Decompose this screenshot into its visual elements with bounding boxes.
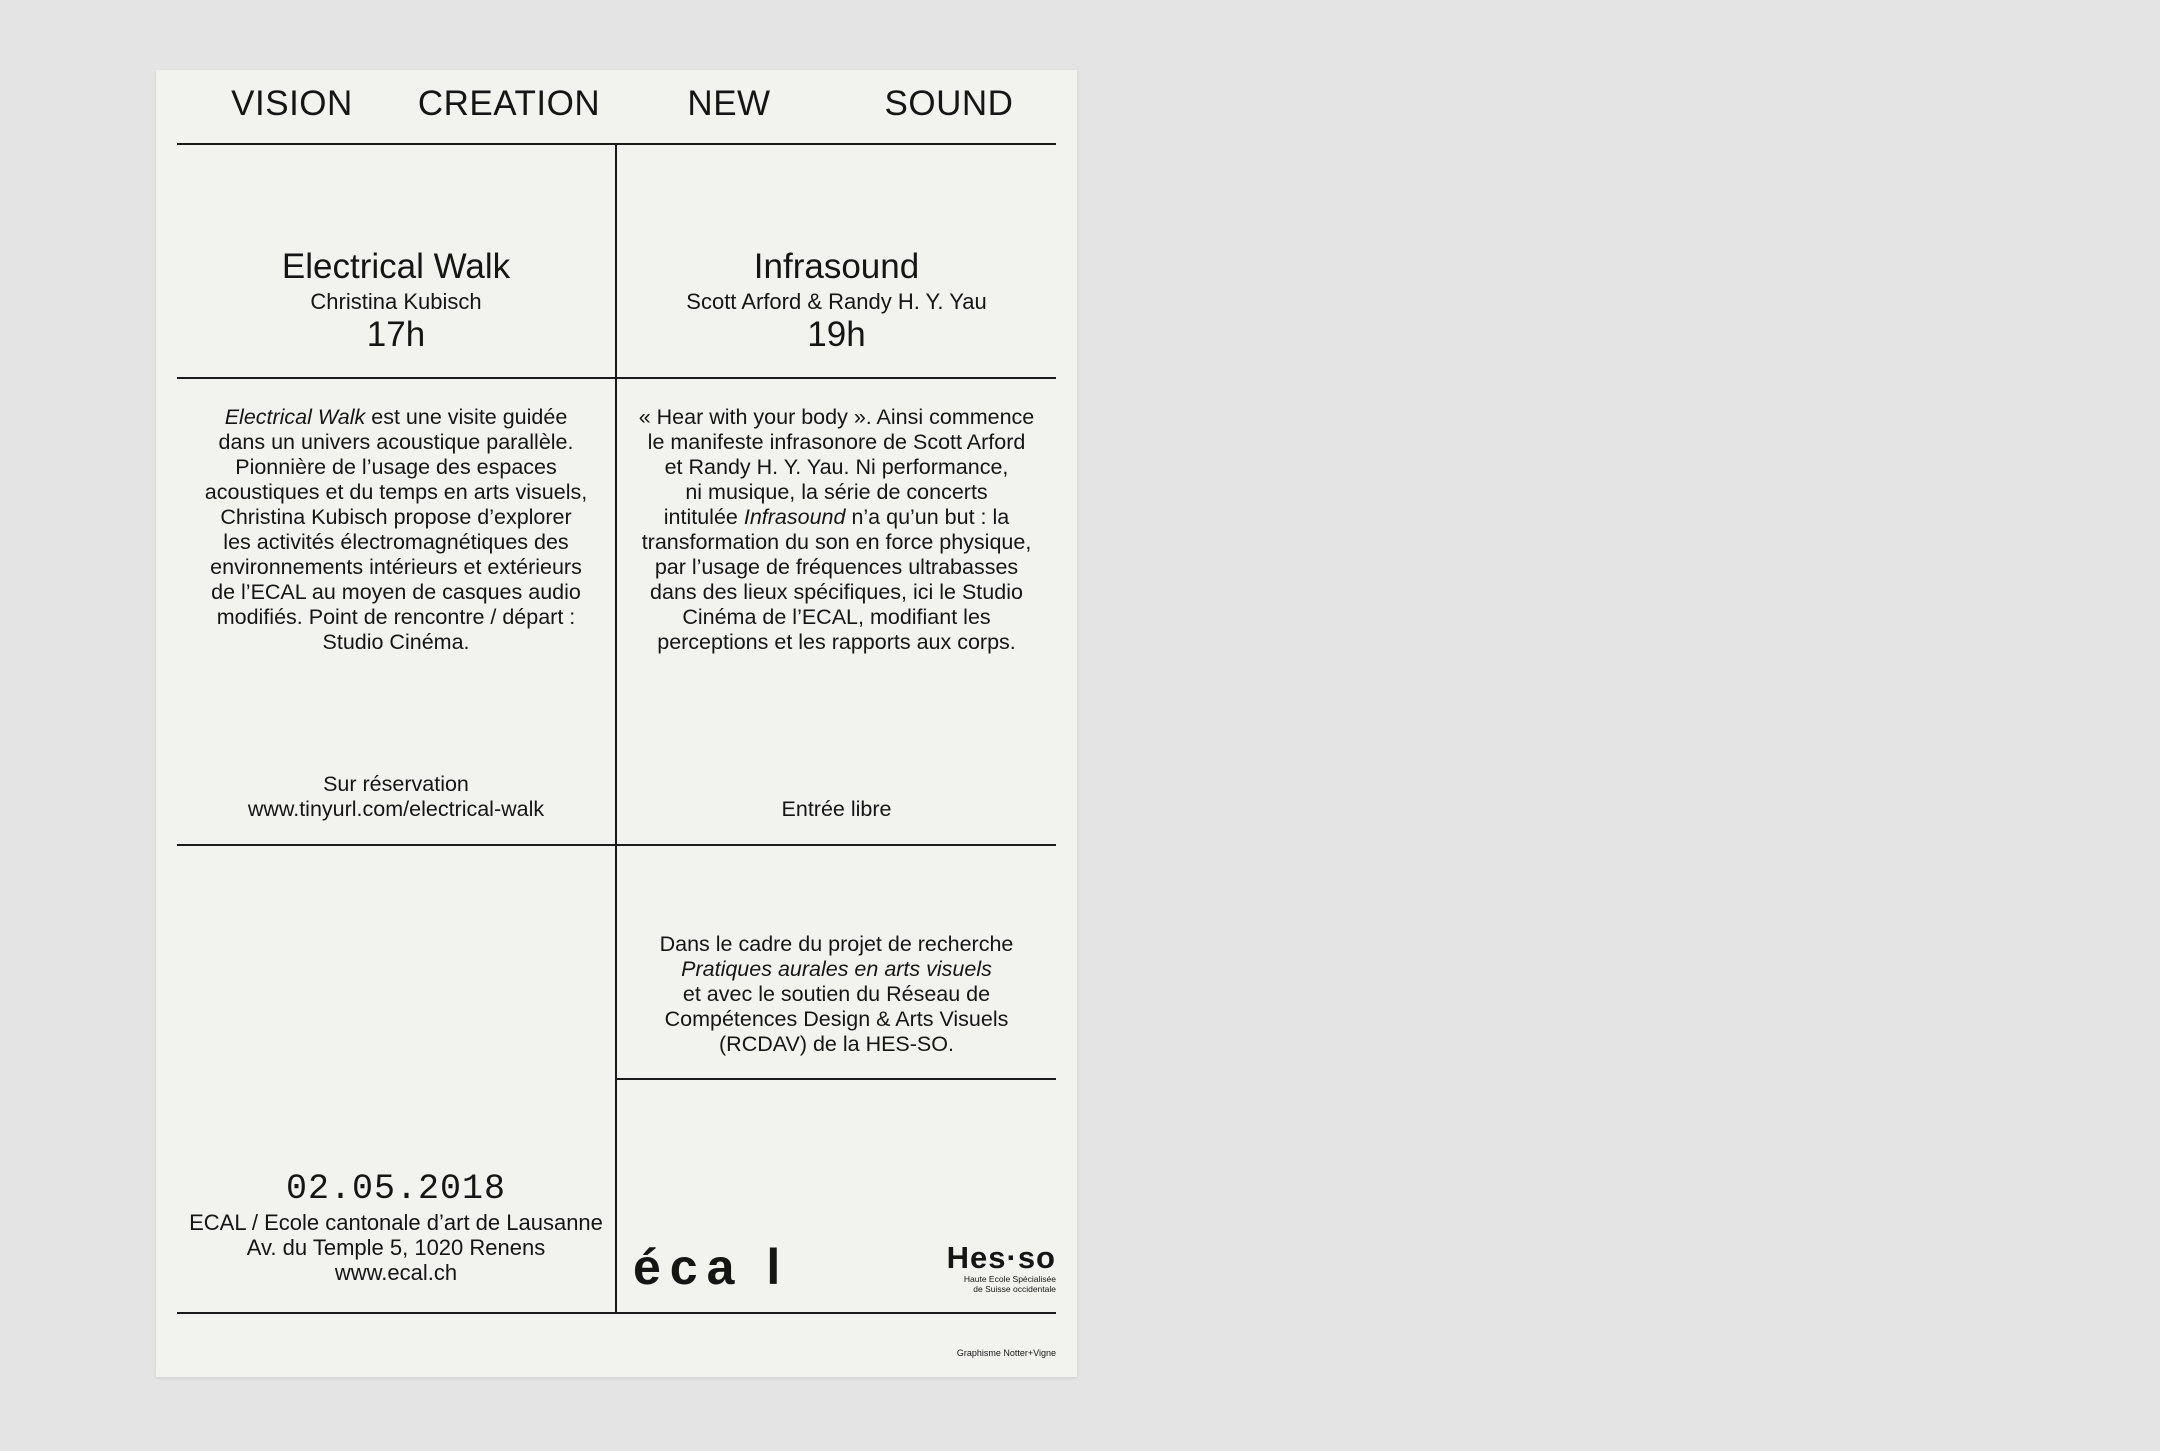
event-title: Electrical Walk (281, 247, 511, 286)
text-line: de l’ECAL au moyen de casques audio (211, 580, 581, 604)
text-line: Electrical Walk est une visite guidée (224, 405, 568, 429)
event-description-infrasound (617, 405, 1056, 655)
hes-so-subline: Haute Ecole Spécialisée (963, 1274, 1056, 1284)
grid-line-research (617, 1078, 1056, 1080)
text-line: ni musique, la série de concerts (685, 480, 988, 504)
ecal-logo: éca l (633, 1239, 790, 1295)
venue-website: www.ecal.ch (334, 1260, 458, 1285)
event-title: Infrasound (753, 247, 920, 286)
header-word-vision: VISION (231, 84, 353, 123)
text-line: transformation du son en force physique, (641, 530, 1032, 554)
venue-address: Av. du Temple 5, 1020 Renens (246, 1235, 546, 1260)
text-line: Compétences Design & Arts Visuels (664, 1007, 1009, 1031)
event-time: 17h (366, 315, 426, 354)
text-line: Dans le cadre du projet de recherche (659, 932, 1014, 956)
text-line: Sur réservation (323, 772, 469, 796)
event-access-electrical-walk (177, 772, 615, 822)
event-description-electrical-walk (177, 405, 615, 655)
text-line: (RCDAV) de la HES-SO. (719, 1032, 954, 1056)
text-line: modifiés. Point de rencontre / départ : (216, 605, 576, 629)
header-word-new: NEW (687, 84, 771, 123)
event-time: 19h (807, 315, 866, 354)
text-line: www.tinyurl.com/electrical-walk (247, 797, 545, 821)
text-line: Christina Kubisch propose d’explorer (220, 505, 572, 529)
venue-block (177, 1168, 615, 1285)
event-heading-electrical-walk (177, 246, 615, 355)
event-heading-infrasound (617, 246, 1056, 355)
event-access-infrasound (617, 797, 1056, 822)
header-word-creation: CREATION (417, 84, 601, 123)
hes-so-wordmark: Hes·so (946, 1240, 1056, 1275)
text-line: intitulée Infrasound n’a qu’un but : la (663, 505, 1010, 529)
text-line: Pratiques aurales en arts visuels (681, 957, 992, 981)
text-line: le manifeste infrasonore de Scott Arford (647, 430, 1026, 454)
venue-name: ECAL / Ecole cantonale d’art de Lausanne (189, 1210, 603, 1235)
text-line: acoustiques et du temps en arts visuels, (204, 480, 588, 504)
hes-so-subline: de Suisse occidentale (973, 1284, 1056, 1294)
poster (156, 70, 1077, 1377)
text-line: Pionnière de l’usage des espaces (235, 455, 557, 479)
design-credit: Graphisme Notter+Vigne (956, 1348, 1056, 1358)
text-line: « Hear with your body ». Ainsi commence (638, 405, 1035, 429)
text-line: Cinéma de l’ECAL, modifiant les (682, 605, 991, 629)
text-line: les activités électromagnétiques des (223, 530, 569, 554)
text-line: dans un univers acoustique parallèle. (218, 430, 574, 454)
text-line: et Randy H. Y. Yau. Ni performance, (664, 455, 1009, 479)
hes-so-logo (932, 1242, 1056, 1294)
event-artist: Scott Arford & Randy H. Y. Yau (686, 289, 987, 314)
text-line: Entrée libre (781, 797, 892, 821)
text-line: dans des lieux spécifiques, ici le Studio (650, 580, 1023, 604)
text-line: environnements intérieurs et extérieurs (210, 555, 582, 579)
event-artist: Christina Kubisch (310, 289, 482, 314)
event-date: 02.05.2018 (285, 1169, 507, 1209)
text-line: et avec le soutien du Réseau de (682, 982, 991, 1006)
text-line: perceptions et les rapports aux corps. (657, 630, 1016, 654)
text-line: par l’usage de fréquences ultrabasses (654, 555, 1019, 579)
text-line: Studio Cinéma. (322, 630, 470, 654)
header-word-sound: SOUND (884, 84, 1014, 123)
research-note (617, 932, 1056, 1057)
